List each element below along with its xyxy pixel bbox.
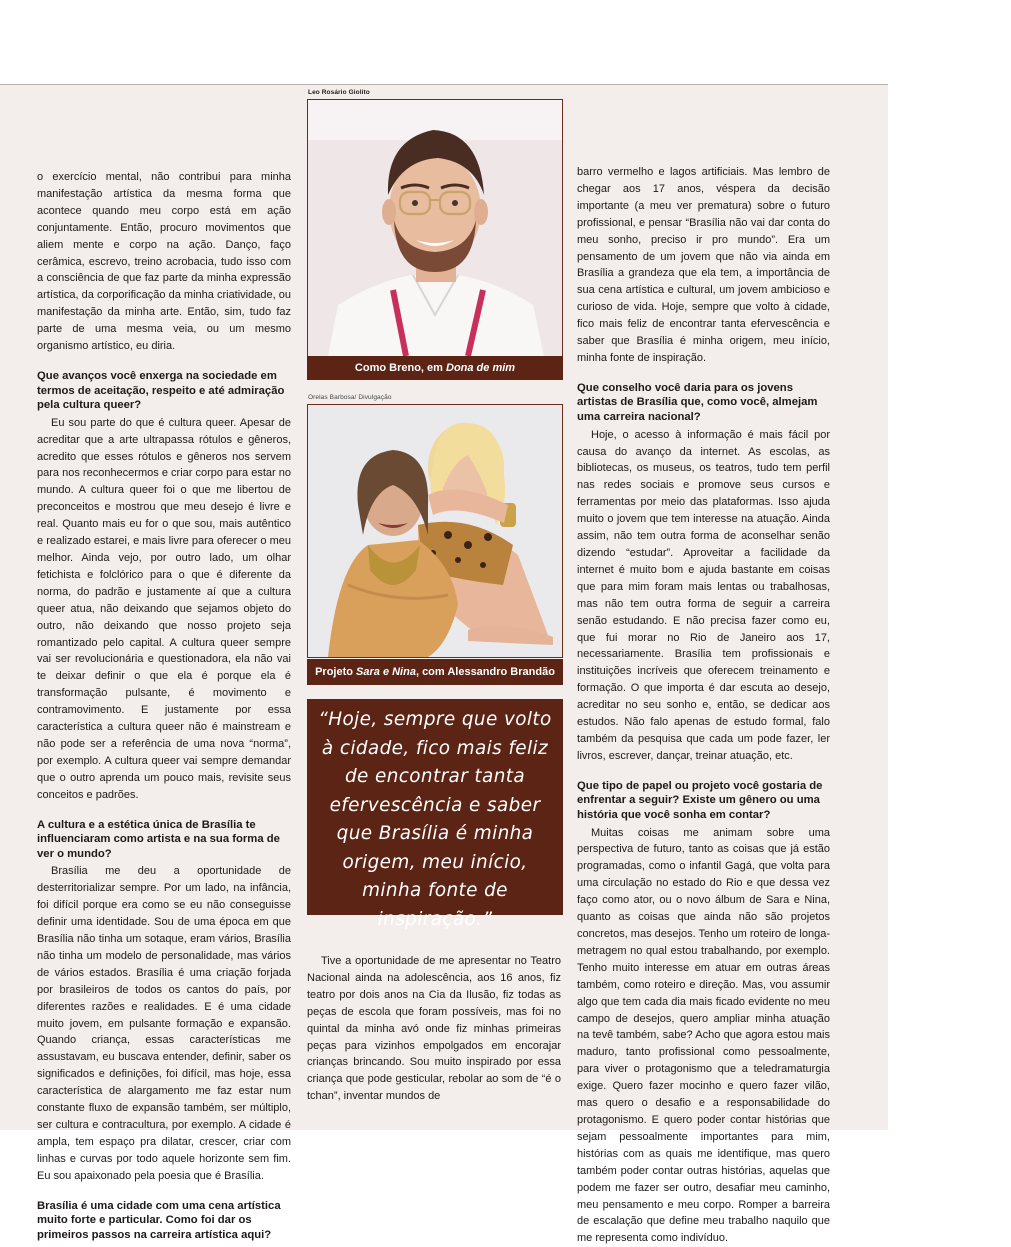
- question-heading: A cultura e a estética única de Brasília te influenciaram como artista e na sua forma de ver o mundo?: [37, 818, 280, 860]
- answer-paragraph: Eu sou parte do que é cultura queer. Apesar de acreditar que a arte ultrapassa rótulos e gêneros, acredito que esses rótulos e gêneros nos servem para nos reconhecermos e criar corpo para estar no mundo. A cultura queer foi o que me libertou de preconceitos e mostrou que meu desejo é livre e real. Quanto mais eu for o que sou, mais autêntico e realizado estarei, e mais livre para oferecer o meu melhor. Ainda vejo, por outro lado, um olhar fetichista e folclórico para o que é diferente da norma, do padrão e justamente aí que a cultura queer atua, não deixando que sejamos objeto do outro, não deixando que nosso projeto seja romantizado pelo capital. A cultura queer sempre vai ser revolucionária e questionadora, ela não vai te deixar definir o que ela é porque ela é transformação pulsante, é movimento e contramovimento. E justamente por essa característica a cultura queer não é mainstream e não pode ser a referência de uma nova “norma”, por exemplo. A cultura queer vai sempre demandar que o outro aprenda um pouco mais, revisite seus conceitos e padrões.: [37, 416, 291, 801]
- answer-paragraph: Tive a oportunidade de me apresentar no Teatro Nacional ainda na adolescência, aos 16 anos, fiz teatro por dois anos na Cia da Ilusão, fiz todas as peças de escola que foram possíveis, mas foi no quintal da minha avó onde fiz minhas primeiras peças para vizinhos empolgados em encorajar crianças brincando. Sou muito inspirado por essa criança que pode gesticular, rebolar ao som de “é o tchan”, inventar mundos de: [307, 955, 561, 1103]
- question-heading: Que avanços você enxerga na sociedade em termos de aceitação, respeito e até admiração pela cultura queer?: [37, 369, 285, 412]
- paragraph: barro vermelho e lagos artificiais. Mas lembro de chegar aos 17 anos, véspera da decisão importante (a meu ver prematura) sobre o futuro profissional, e pensar “Brasília não vai dar conta do meu sonho, preciso ir pro mundo”. Era um pensamento de um jovem que não via ainda em Brasília a grandeza que ela tem, a importância de sua cena artística e cultural, um jovem ambicioso e curioso de vida. Hoje, sempre que volto à cidade, fico mais feliz de encontrar tanta efervescência e saber que Brasília é minha origem, meu início, minha fonte de inspiração.: [577, 166, 830, 364]
- question-heading: Que conselho você daria para os jovens artistas de Brasília que, como você, almejam uma carreira nacional?: [577, 381, 818, 424]
- column-middle-text: [307, 953, 561, 1105]
- caption-text: , com Alessandro Brandão: [415, 666, 555, 678]
- duo-illustration: [308, 405, 562, 657]
- question-heading: Brasília é uma cidade com uma cena artística muito forte e particular. Como foi dar os primeiros passos na carreira artística aqui?: [37, 1199, 281, 1241]
- photo-caption: [307, 356, 563, 380]
- answer-paragraph: Muitas coisas me animam sobre uma perspectiva de futuro, tanto as coisas que já estão programadas, como o infantil Gagá, que volta para uma circulação no estado do Rio e que dessa vez faço como ator, ou o novo álbum de Sara e Nina, quanto as coisas que ainda não são projetos concretos, mas desejos. Tenho um roteiro de longa-metragem no qual estou trabalhando, por exemplo. Tenho muito interesse em atuar em outras áreas também, como roteiro e direção. Mas, vou assumir algo que tem cada dia mais ficado evidente no meu campo de desejos, quero ampliar minha atuação na tevê também, sabe? Acho que agora estou mais maduro, tanto profissional como pessoalmente, para viver o protagonismo que a teledramaturgia exige. Quero fazer mocinho e quero fazer vilão, mas quero o desafio e a responsabilidade do protagonismo. E quero poder contar histórias que sejam pessoalmente importantes para mim, histórias com as quais me identifique, mas quero também poder contar outras histórias, aquelas que podem me fazer ser outro, desafiar meu caminho, meu pensamento e meu corpo. Romper a barreira de escalação que define meu trabalho naquilo que me representa como indivíduo.: [577, 826, 830, 1245]
- caption-title: Dona de mim: [446, 362, 516, 374]
- column-left: [37, 169, 291, 1244]
- photo-credit: Orelas Barbosa/ Divulgação: [308, 394, 392, 401]
- answer-paragraph: Hoje, o acesso à informação é mais fácil por causa do avanço da internet. As escolas, as bibliotecas, os museus, os teatros, tudo tem perfil nas redes sociais e promove seus cursos e ferramentas por meio das plataformas. Isso ajuda muito o jovem que tem interesse na atuação. Ainda assim, não tem outra forma de aconselhar senão dizendo “estudar”. Aproveitar a facilidade da internet é muito bom e ajuda bastante em coisas que para mim foram mais lentas ou trabalhosas, mas não tem outra forma de seguir a carreira senão estudando. E não precisa fazer como eu, que fui morar no Rio de Janeiro aos 17, necessariamente. Brasília tem profissionais e instituições incríveis que oferecem treinamento e formação. O que importa é dar escuta ao desejo, acreditar no seu sonho e, então, se dedicar aos estudos. Não falo apenas de estudo formal, falo também da pesquisa que cada um pode fazer, ler livros, escrever, dançar, treinar atuação, etc.: [577, 428, 830, 762]
- caption-title: Sara e Nina: [356, 666, 416, 678]
- photo-credit: Leo Rosário Giolito: [308, 89, 370, 96]
- caption-text: Como Breno, em: [354, 362, 446, 374]
- pull-quote: “Hoje, sempre que volto à cidade, fico mais feliz de encontrar tanta efervescência e saber que Brasília é minha origem, meu início, minha fonte de inspiração.”: [307, 699, 563, 915]
- answer-paragraph: Brasília me deu a oportunidade de desterritorializar sempre. Por um lado, na infância, foi difícil porque era como se eu não conseguisse definir uma identidade. Sou de uma época em que Brasília não tinha um sotaque, eram vários, Brasília não tinha um modelo de personalidade, mas vários de vários estados. Brasília é uma criação forjada por brasileiros de todos os cantos do país, por diferentes razões e realidades. E é uma cidade muito jovem, em pulsante formação e expansão. Quando criança, essas características me assustavam, eu buscava entender, definir, saber os significados e definições, foi difícil, mas hoje, essa característica de alargamento me faz estar num constante fluxo de expansão também, ser múltiplo, ser cultura e contracultura, por exemplo. A cidade é ampla, tem espaço pra dilatar, crescer, criar com linhas e curvas por todo aquele horizonte sem fim. Eu sou apaixonado pela poesia que é Brasília.: [37, 865, 291, 1182]
- duo-photo: [307, 404, 563, 658]
- paragraph: o exercício mental, não contribui para minha manifestação artística da mesma forma que acontece quando meu corpo está em ação conjuntamente. Então, procuro movimentos que aliem mente e corpo na ação. Danço, faço cerâmica, escrevo, treino acrobacia, tudo isso com a consciência de que faz parte da minha expressão artística, da corporificação da minha criatividade, ou manifestação da minha arte. Então, sim, tudo faz parte de uma mesma veia, ou um mesmo organismo artístico, eu diria.: [37, 171, 291, 353]
- portrait-illustration: [308, 100, 562, 356]
- portrait-photo: [307, 99, 563, 357]
- caption-text: Projeto: [315, 666, 357, 678]
- photo-caption: [307, 659, 563, 685]
- column-right: [577, 164, 830, 1247]
- question-heading: Que tipo de papel ou projeto você gostaria de enfrentar a seguir? Existe um gênero ou uma história que você sonha em contar?: [577, 779, 823, 821]
